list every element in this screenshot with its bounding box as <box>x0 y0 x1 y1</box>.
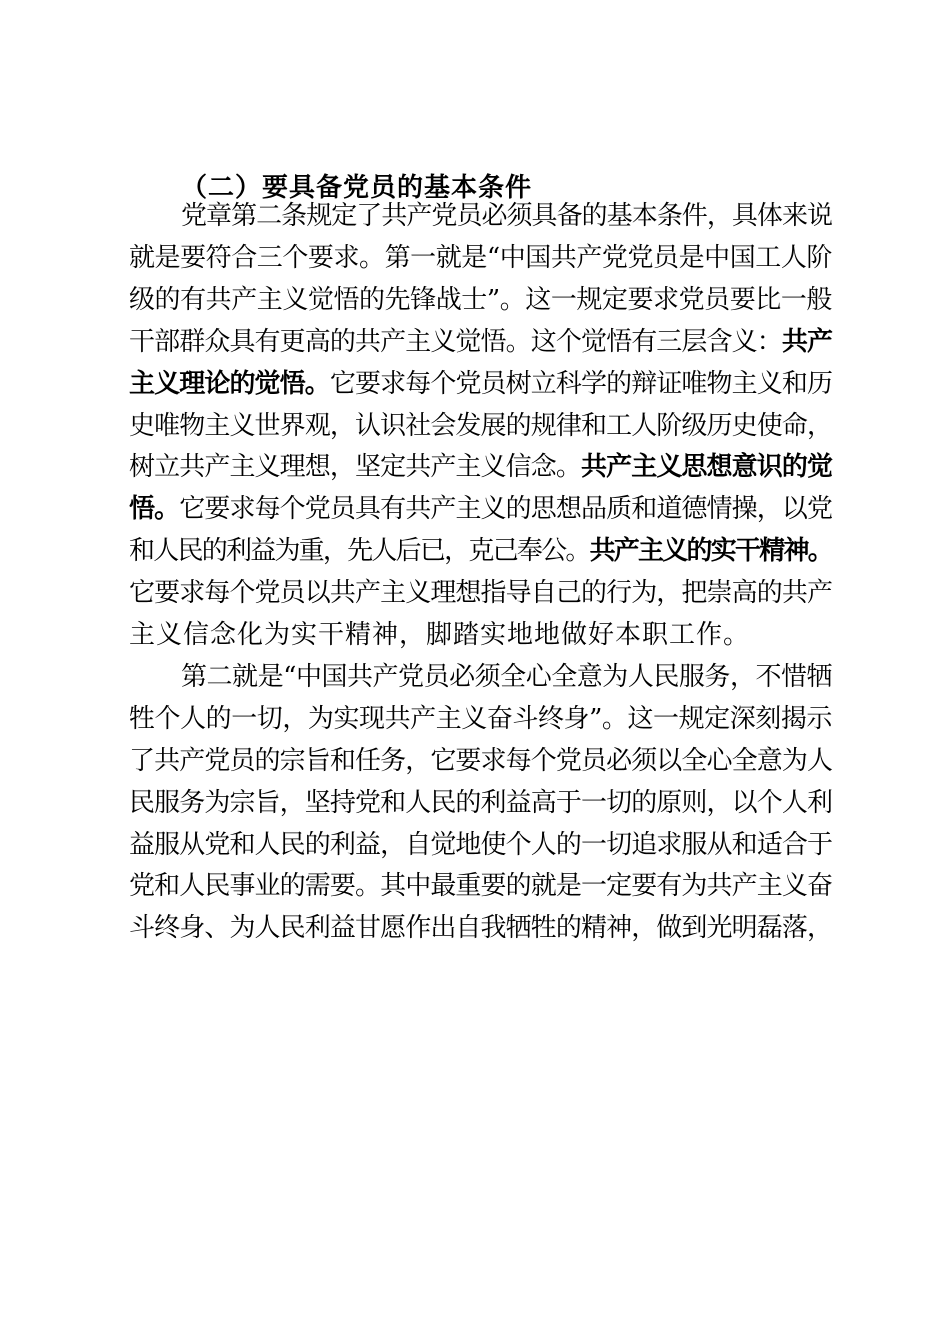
text-run: 和人民的利益为重，先人后已，克己奉公。 <box>129 536 590 566</box>
paragraph-line <box>129 410 832 442</box>
paragraph-line <box>181 661 832 693</box>
paragraph-line <box>129 535 832 567</box>
section-heading: （二）要具备党员的基本条件 <box>181 173 533 203</box>
text-run: 党和人民事业的需要。其中最重要的就是一定要有为共产主义奋 <box>129 871 833 901</box>
text-run: 主义信念化为实干精神，脚踏实地地做好本职工作。 <box>129 620 751 650</box>
bold-phrase: 共产主义的实干精神。 <box>589 536 832 566</box>
bold-phrase: 悟。 <box>129 494 180 524</box>
paragraph-line <box>129 493 832 525</box>
paragraph-line <box>129 284 832 316</box>
paragraph-line <box>129 577 832 609</box>
paragraph-line <box>181 200 832 232</box>
paragraph-line <box>129 451 832 483</box>
text-run: 它要求每个党员具有共产主义的思想品质和道德情操，以党 <box>179 494 833 524</box>
text-run: 斗终身、为人民利益甘愿作出自我牺牲的精神，做到光明磊落， <box>129 913 833 943</box>
text-run: 第二就是“中国共产党员必须全心全意为人民服务，不惜牺 <box>181 662 833 692</box>
text-run: 党章第二条规定了共产党员必须具备的基本条件，具体来说 <box>181 201 833 231</box>
bold-phrase: 共产主义思想意识的觉 <box>580 452 833 482</box>
paragraph-line <box>129 745 832 777</box>
paragraph-line <box>129 326 832 358</box>
text-run: 了共产党员的宗旨和任务，它要求每个党员必须以全心全意为人 <box>129 746 833 776</box>
paragraph-line <box>129 912 832 944</box>
text-run: 它要求每个党员树立科学的辩证唯物主义和历 <box>329 369 833 399</box>
text-run: 就是要符合三个要求。第一就是“中国共产党党员是中国工人阶 <box>129 243 832 273</box>
text-run: 民服务为宗旨，坚持党和人民的利益高于一切的原则，以个人利 <box>129 788 833 818</box>
bold-phrase: 共产 <box>781 327 833 357</box>
text-run: 树立共产主义理想，坚定共产主义信念。 <box>129 452 581 482</box>
paragraph-line <box>129 242 832 274</box>
paragraph-line <box>129 703 832 735</box>
text-run: 史唯物主义世界观，认识社会发展的规律和工人阶级历史使命， <box>129 411 833 441</box>
text-run: 它要求每个党员以共产主义理想指导自己的行为，把崇高的共产 <box>129 578 833 608</box>
text-run: 级的有共产主义觉悟的先锋战士”。这一规定要求党员要比一般 <box>129 285 832 315</box>
text-run: 益服从党和人民的利益，自觉地使个人的一切追求服从和适合于 <box>129 830 833 860</box>
bold-phrase: 主义理论的觉悟。 <box>129 369 330 399</box>
paragraph-line <box>129 829 832 861</box>
paragraph-line <box>129 368 832 400</box>
paragraph-line <box>129 619 750 651</box>
text-run: 牲个人的一切，为实现共产主义奋斗终身”。这一规定深刻揭示 <box>129 704 832 734</box>
text-run: 干部群众具有更高的共产主义觉悟。这个觉悟有三层含义： <box>129 327 782 357</box>
paragraph-line <box>129 787 832 819</box>
paragraph-line <box>129 870 832 902</box>
